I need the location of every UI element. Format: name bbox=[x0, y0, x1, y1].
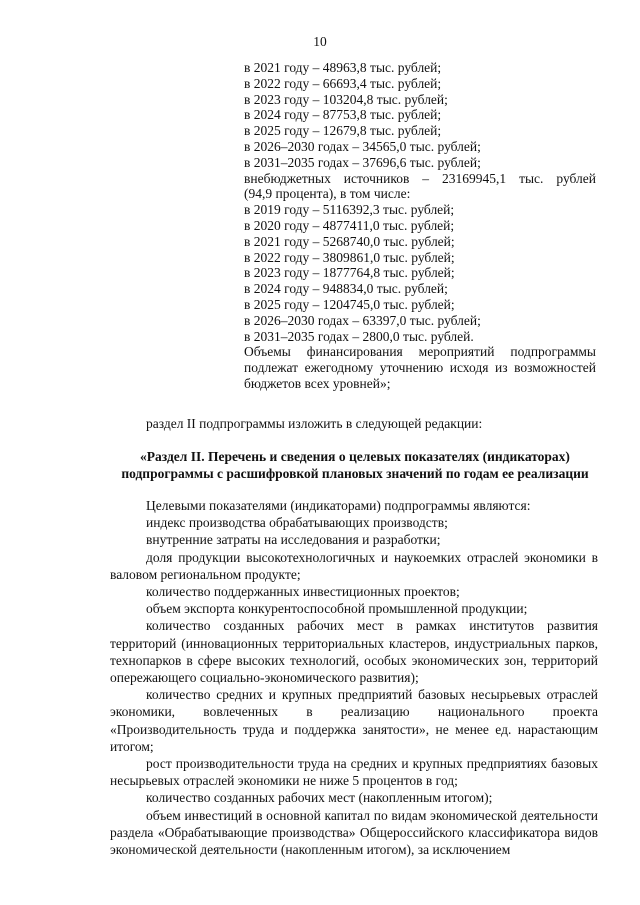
body-paragraph: индекс производства обрабатывающих производств; bbox=[146, 515, 448, 531]
body-paragraph: количество созданных рабочих мест в рамках институтов развития территорий (инновационных территориальных кластеров, индустриальных парков, технопарков в сфере высоких технологий, особых экономических зон, территорий опережающего социально-экономического развития); bbox=[110, 618, 598, 686]
extrabudget-line: в 2031–2035 годах – 2800,0 тыс. рублей. bbox=[244, 328, 474, 344]
intro-line: раздел II подпрограммы изложить в следующей редакции: bbox=[146, 416, 483, 431]
funding-line: в 2024 году – 87753,8 тыс. рублей; bbox=[244, 107, 442, 123]
section-heading: «Раздел II. Перечень и сведения о целевых показателях (индикаторах) подпрограммы с расшифровкой плановых значений по годам ее реализации bbox=[121, 449, 589, 481]
funding-line: в 2021 году – 48963,8 тыс. рублей; bbox=[244, 60, 442, 75]
body-paragraph: количество созданных рабочих мест (накопленным итогом); bbox=[146, 790, 493, 806]
financing-note: Объемы финансирования мероприятий подпрограммы подлежат ежегодному уточнению исходя из возможностей бюджетов всех уровней»; bbox=[244, 344, 596, 391]
extrabudget-total-line: внебюджетных источников – 23169945,1 тыс. рублей bbox=[244, 170, 596, 186]
page-number: 10 bbox=[313, 34, 327, 49]
extrabudget-line: в 2019 году – 5116392,3 тыс. рублей; bbox=[244, 202, 455, 218]
funding-line: в 2025 году – 12679,8 тыс. рублей; bbox=[244, 123, 442, 139]
body-paragraph: объем экспорта конкурентоспособной промышленной продукции; bbox=[146, 601, 528, 617]
body-paragraph: Целевыми показателями (индикаторами) подпрограммы являются: bbox=[146, 498, 531, 513]
extrabudget-line: в 2021 году – 5268740,0 тыс. рублей; bbox=[244, 233, 455, 249]
body-paragraph: внутренние затраты на исследования и разработки; bbox=[146, 532, 441, 548]
body-paragraph: количество поддержанных инвестиционных проектов; bbox=[146, 584, 460, 600]
extrabudget-line: в 2023 году – 1877764,8 тыс. рублей; bbox=[244, 265, 455, 281]
funding-line: в 2023 году – 103204,8 тыс. рублей; bbox=[244, 91, 448, 107]
extrabudget-line: в 2025 году – 1204745,0 тыс. рублей; bbox=[244, 296, 455, 312]
funding-line: в 2031–2035 годах – 37696,6 тыс. рублей; bbox=[244, 154, 481, 170]
funding-line: в 2022 году – 66693,4 тыс. рублей; bbox=[244, 75, 442, 91]
extrabudget-line: в 2022 году – 3809861,0 тыс. рублей; bbox=[244, 249, 455, 265]
extrabudget-line: в 2024 году – 948834,0 тыс. рублей; bbox=[244, 281, 448, 297]
body-text bbox=[110, 497, 598, 858]
funding-block bbox=[244, 60, 596, 392]
body-paragraph: рост производительности труда на средних и крупных предприятиях базовых несырьевых отраслей экономики не ниже 5 процентов в год; bbox=[110, 756, 598, 789]
extrabudget-line: в 2026–2030 годах – 63397,0 тыс. рублей; bbox=[244, 312, 481, 328]
body-paragraph: количество средних и крупных предприятий базовых несырьевых отраслей экономики, вовлеченных в реализацию национального проекта «Производительность труда и поддержка занятости», не менее ед. нарастающим итогом; bbox=[110, 687, 598, 754]
extrabudget-share-line: (94,9 процента), в том числе: bbox=[244, 186, 411, 202]
extrabudget-line: в 2020 году – 4877411,0 тыс. рублей; bbox=[244, 217, 455, 233]
body-paragraph: объем инвестиций в основной капитал по видам экономической деятельности раздела «Обрабатывающие производства» Общероссийского классификатора видов экономической деятельности (накопленным итогом), за исключением bbox=[110, 807, 598, 858]
funding-line: в 2026–2030 годах – 34565,0 тыс. рублей; bbox=[244, 138, 481, 154]
body-paragraph: доля продукции высокотехнологичных и наукоемких отраслей экономики в валовом региональном продукте; bbox=[110, 549, 598, 582]
